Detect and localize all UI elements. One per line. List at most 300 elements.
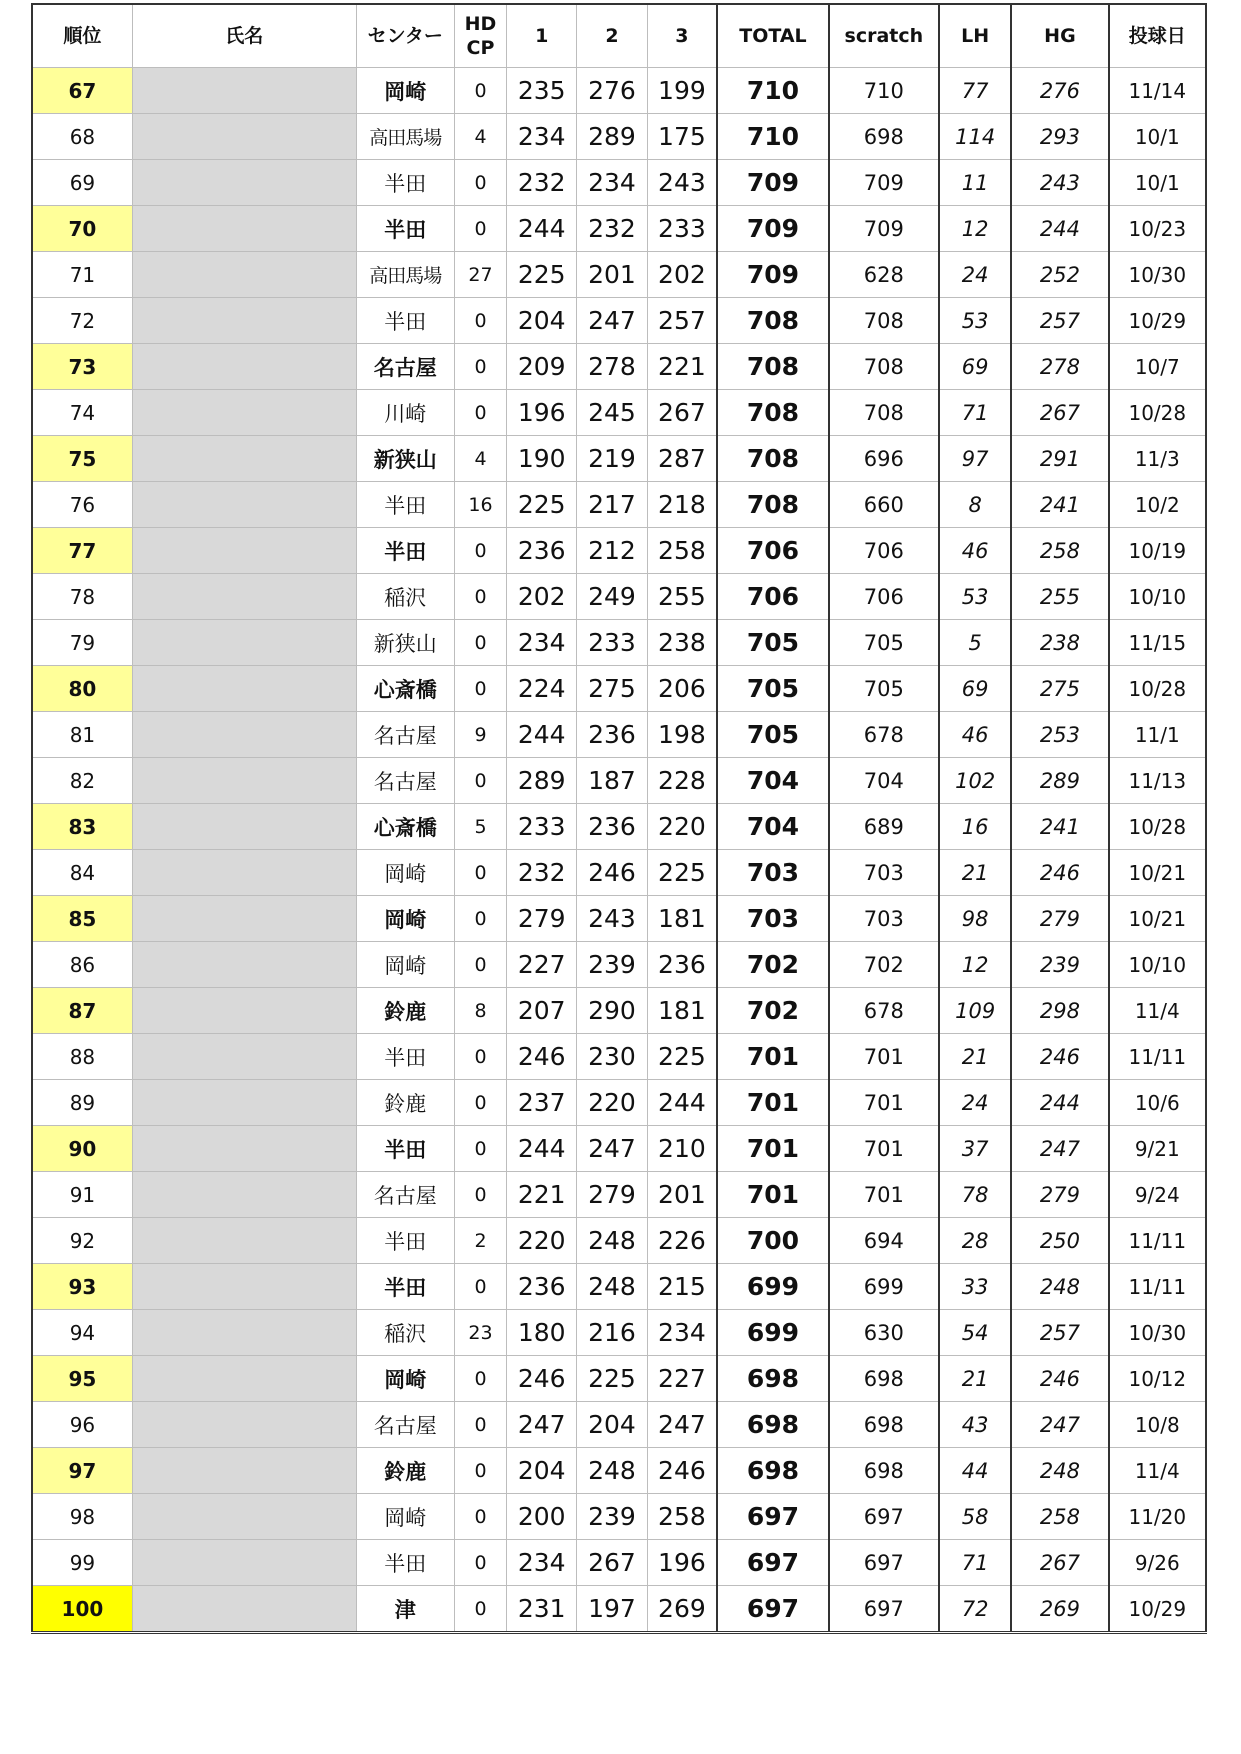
- game-1-cell: 235: [507, 68, 577, 114]
- hdcp-cell: 0: [454, 1080, 506, 1126]
- game-2-cell: 236: [577, 712, 647, 758]
- game-3-cell: 247: [647, 1402, 717, 1448]
- total-cell: 698: [717, 1356, 828, 1402]
- date-cell: 10/2: [1109, 482, 1206, 528]
- hg-cell: 267: [1011, 1540, 1108, 1586]
- table-row: [32, 850, 1206, 896]
- table-row: [32, 298, 1206, 344]
- scratch-cell: 698: [829, 1356, 939, 1402]
- header-game-3: 3: [647, 4, 717, 68]
- hg-cell: 246: [1011, 850, 1108, 896]
- hdcp-cell: 0: [454, 68, 506, 114]
- game-1-cell: 234: [507, 1540, 577, 1586]
- rank-cell: 82: [32, 758, 132, 804]
- lh-cell: 21: [939, 850, 1011, 896]
- total-cell: 708: [717, 390, 828, 436]
- game-2-cell: 246: [577, 850, 647, 896]
- game-3-cell: 287: [647, 436, 717, 482]
- name-cell: [132, 252, 356, 298]
- name-cell: [132, 114, 356, 160]
- total-cell: 704: [717, 758, 828, 804]
- lh-cell: 16: [939, 804, 1011, 850]
- lh-cell: 97: [939, 436, 1011, 482]
- name-cell: [132, 712, 356, 758]
- scratch-cell: 704: [829, 758, 939, 804]
- center-cell: 名古屋: [356, 712, 454, 758]
- game-2-cell: 233: [577, 620, 647, 666]
- name-cell: [132, 666, 356, 712]
- lh-cell: 71: [939, 1540, 1011, 1586]
- center-cell: 半田: [356, 298, 454, 344]
- rank-cell: 88: [32, 1034, 132, 1080]
- table-row: [32, 1218, 1206, 1264]
- name-cell: [132, 620, 356, 666]
- scratch-cell: 701: [829, 1080, 939, 1126]
- name-cell: [132, 804, 356, 850]
- scratch-cell: 630: [829, 1310, 939, 1356]
- header-hdcp-line1: HD: [464, 13, 497, 35]
- date-cell: 10/28: [1109, 390, 1206, 436]
- game-3-cell: 220: [647, 804, 717, 850]
- center-cell: 半田: [356, 1218, 454, 1264]
- total-cell: 699: [717, 1310, 828, 1356]
- game-3-cell: 258: [647, 528, 717, 574]
- game-3-cell: 228: [647, 758, 717, 804]
- hg-cell: 250: [1011, 1218, 1108, 1264]
- hdcp-cell: 0: [454, 160, 506, 206]
- rank-cell: 70: [32, 206, 132, 252]
- scratch-cell: 706: [829, 574, 939, 620]
- total-cell: 701: [717, 1126, 828, 1172]
- game-2-cell: 243: [577, 896, 647, 942]
- game-3-cell: 236: [647, 942, 717, 988]
- scratch-cell: 706: [829, 528, 939, 574]
- scratch-cell: 698: [829, 1402, 939, 1448]
- hdcp-cell: 0: [454, 1034, 506, 1080]
- center-cell: 川崎: [356, 390, 454, 436]
- center-cell: 心斎橋: [356, 666, 454, 712]
- rank-cell: 96: [32, 1402, 132, 1448]
- rank-cell: 75: [32, 436, 132, 482]
- game-1-cell: 233: [507, 804, 577, 850]
- game-2-cell: 232: [577, 206, 647, 252]
- header-row: [32, 4, 1206, 68]
- hdcp-cell: 0: [454, 298, 506, 344]
- name-cell: [132, 758, 356, 804]
- game-1-cell: 180: [507, 1310, 577, 1356]
- name-cell: [132, 390, 356, 436]
- date-cell: 10/12: [1109, 1356, 1206, 1402]
- table-row: [32, 1310, 1206, 1356]
- hg-cell: 298: [1011, 988, 1108, 1034]
- total-cell: 699: [717, 1264, 828, 1310]
- game-2-cell: 247: [577, 1126, 647, 1172]
- total-cell: 698: [717, 1402, 828, 1448]
- table-row: [32, 206, 1206, 252]
- lh-cell: 69: [939, 666, 1011, 712]
- name-cell: [132, 344, 356, 390]
- date-cell: 10/29: [1109, 298, 1206, 344]
- scratch-cell: 701: [829, 1126, 939, 1172]
- center-cell: 名古屋: [356, 1172, 454, 1218]
- game-3-cell: 199: [647, 68, 717, 114]
- center-cell: 半田: [356, 206, 454, 252]
- center-cell: 半田: [356, 482, 454, 528]
- ranking-rows: [32, 68, 1206, 1633]
- rank-cell: 89: [32, 1080, 132, 1126]
- header-date: 投球日: [1109, 4, 1206, 68]
- name-cell: [132, 1540, 356, 1586]
- total-cell: 698: [717, 1448, 828, 1494]
- date-cell: 10/6: [1109, 1080, 1206, 1126]
- name-cell: [132, 482, 356, 528]
- hdcp-cell: 2: [454, 1218, 506, 1264]
- lh-cell: 44: [939, 1448, 1011, 1494]
- total-cell: 703: [717, 896, 828, 942]
- game-1-cell: 204: [507, 298, 577, 344]
- rank-cell: 92: [32, 1218, 132, 1264]
- rank-cell: 94: [32, 1310, 132, 1356]
- lh-cell: 37: [939, 1126, 1011, 1172]
- rank-cell: 86: [32, 942, 132, 988]
- hdcp-cell: 0: [454, 942, 506, 988]
- game-2-cell: 248: [577, 1264, 647, 1310]
- hg-cell: 278: [1011, 344, 1108, 390]
- game-2-cell: 239: [577, 1494, 647, 1540]
- hdcp-cell: 8: [454, 988, 506, 1034]
- hg-cell: 239: [1011, 942, 1108, 988]
- center-cell: 岡崎: [356, 850, 454, 896]
- hdcp-cell: 0: [454, 896, 506, 942]
- table-row: [32, 1172, 1206, 1218]
- rank-cell: 74: [32, 390, 132, 436]
- scratch-cell: 703: [829, 850, 939, 896]
- total-cell: 708: [717, 298, 828, 344]
- hg-cell: 244: [1011, 1080, 1108, 1126]
- game-2-cell: 247: [577, 298, 647, 344]
- name-cell: [132, 206, 356, 252]
- game-3-cell: 269: [647, 1586, 717, 1633]
- game-1-cell: 237: [507, 1080, 577, 1126]
- table-row: [32, 942, 1206, 988]
- hg-cell: 255: [1011, 574, 1108, 620]
- game-1-cell: 244: [507, 1126, 577, 1172]
- center-cell: 鈴鹿: [356, 1080, 454, 1126]
- center-cell: 津: [356, 1586, 454, 1633]
- date-cell: 11/11: [1109, 1264, 1206, 1310]
- total-cell: 710: [717, 68, 828, 114]
- scratch-cell: 694: [829, 1218, 939, 1264]
- hg-cell: 289: [1011, 758, 1108, 804]
- hdcp-cell: 0: [454, 344, 506, 390]
- game-3-cell: 218: [647, 482, 717, 528]
- name-cell: [132, 1448, 356, 1494]
- scratch-cell: 698: [829, 114, 939, 160]
- game-3-cell: 243: [647, 160, 717, 206]
- game-3-cell: 233: [647, 206, 717, 252]
- total-cell: 706: [717, 528, 828, 574]
- total-cell: 706: [717, 574, 828, 620]
- game-2-cell: 278: [577, 344, 647, 390]
- game-2-cell: 248: [577, 1218, 647, 1264]
- header-lh: LH: [939, 4, 1011, 68]
- table-row: [32, 1402, 1206, 1448]
- game-1-cell: 207: [507, 988, 577, 1034]
- table-row: [32, 114, 1206, 160]
- hg-cell: 293: [1011, 114, 1108, 160]
- date-cell: 11/20: [1109, 1494, 1206, 1540]
- game-3-cell: 175: [647, 114, 717, 160]
- table-row: [32, 528, 1206, 574]
- total-cell: 705: [717, 620, 828, 666]
- lh-cell: 114: [939, 114, 1011, 160]
- hdcp-cell: 0: [454, 1402, 506, 1448]
- total-cell: 701: [717, 1080, 828, 1126]
- hdcp-cell: 0: [454, 1448, 506, 1494]
- hdcp-cell: 0: [454, 758, 506, 804]
- hg-cell: 279: [1011, 896, 1108, 942]
- game-1-cell: 289: [507, 758, 577, 804]
- game-1-cell: 220: [507, 1218, 577, 1264]
- lh-cell: 69: [939, 344, 1011, 390]
- game-2-cell: 234: [577, 160, 647, 206]
- hdcp-cell: 0: [454, 390, 506, 436]
- total-cell: 697: [717, 1494, 828, 1540]
- date-cell: 11/4: [1109, 988, 1206, 1034]
- name-cell: [132, 850, 356, 896]
- game-3-cell: 226: [647, 1218, 717, 1264]
- center-cell: 稲沢: [356, 574, 454, 620]
- rank-cell: 79: [32, 620, 132, 666]
- scratch-cell: 699: [829, 1264, 939, 1310]
- rank-cell: 69: [32, 160, 132, 206]
- game-1-cell: 225: [507, 482, 577, 528]
- hg-cell: 275: [1011, 666, 1108, 712]
- game-3-cell: 181: [647, 896, 717, 942]
- hg-cell: 253: [1011, 712, 1108, 758]
- scratch-cell: 628: [829, 252, 939, 298]
- hdcp-cell: 0: [454, 850, 506, 896]
- lh-cell: 11: [939, 160, 1011, 206]
- hdcp-cell: 16: [454, 482, 506, 528]
- center-cell: 岡崎: [356, 942, 454, 988]
- hg-cell: 241: [1011, 804, 1108, 850]
- total-cell: 709: [717, 252, 828, 298]
- game-2-cell: 216: [577, 1310, 647, 1356]
- rank-cell: 95: [32, 1356, 132, 1402]
- game-2-cell: 217: [577, 482, 647, 528]
- lh-cell: 43: [939, 1402, 1011, 1448]
- name-cell: [132, 1586, 356, 1633]
- header-game-2: 2: [577, 4, 647, 68]
- hg-cell: 279: [1011, 1172, 1108, 1218]
- date-cell: 10/10: [1109, 942, 1206, 988]
- lh-cell: 102: [939, 758, 1011, 804]
- rank-cell: 83: [32, 804, 132, 850]
- scratch-cell: 678: [829, 988, 939, 1034]
- lh-cell: 78: [939, 1172, 1011, 1218]
- name-cell: [132, 988, 356, 1034]
- table-row: [32, 1448, 1206, 1494]
- center-cell: 岡崎: [356, 68, 454, 114]
- center-cell: 半田: [356, 1264, 454, 1310]
- lh-cell: 33: [939, 1264, 1011, 1310]
- name-cell: [132, 160, 356, 206]
- table-row: [32, 1264, 1206, 1310]
- lh-cell: 72: [939, 1586, 1011, 1633]
- header-center: センター: [356, 4, 454, 68]
- game-2-cell: 239: [577, 942, 647, 988]
- total-cell: 709: [717, 206, 828, 252]
- date-cell: 9/26: [1109, 1540, 1206, 1586]
- table-row: [32, 344, 1206, 390]
- header-total: TOTAL: [717, 4, 828, 68]
- rank-cell: 87: [32, 988, 132, 1034]
- game-3-cell: 201: [647, 1172, 717, 1218]
- game-1-cell: 204: [507, 1448, 577, 1494]
- table-row: [32, 758, 1206, 804]
- lh-cell: 8: [939, 482, 1011, 528]
- rank-cell: 93: [32, 1264, 132, 1310]
- date-cell: 10/29: [1109, 1586, 1206, 1633]
- game-3-cell: 258: [647, 1494, 717, 1540]
- date-cell: 9/21: [1109, 1126, 1206, 1172]
- rank-cell: 91: [32, 1172, 132, 1218]
- lh-cell: 46: [939, 528, 1011, 574]
- total-cell: 704: [717, 804, 828, 850]
- hg-cell: 291: [1011, 436, 1108, 482]
- game-2-cell: 290: [577, 988, 647, 1034]
- center-cell: 心斎橋: [356, 804, 454, 850]
- total-cell: 697: [717, 1540, 828, 1586]
- game-1-cell: 227: [507, 942, 577, 988]
- rank-cell: 90: [32, 1126, 132, 1172]
- hdcp-cell: 4: [454, 114, 506, 160]
- date-cell: 10/28: [1109, 666, 1206, 712]
- hg-cell: 238: [1011, 620, 1108, 666]
- game-3-cell: 267: [647, 390, 717, 436]
- name-cell: [132, 942, 356, 988]
- game-1-cell: 247: [507, 1402, 577, 1448]
- lh-cell: 28: [939, 1218, 1011, 1264]
- lh-cell: 5: [939, 620, 1011, 666]
- name-cell: [132, 1080, 356, 1126]
- date-cell: 11/11: [1109, 1034, 1206, 1080]
- hdcp-cell: 0: [454, 1540, 506, 1586]
- total-cell: 710: [717, 114, 828, 160]
- hg-cell: 258: [1011, 528, 1108, 574]
- table-row: [32, 436, 1206, 482]
- total-cell: 709: [717, 160, 828, 206]
- total-cell: 708: [717, 482, 828, 528]
- date-cell: 11/3: [1109, 436, 1206, 482]
- scratch-cell: 697: [829, 1586, 939, 1633]
- hg-cell: 252: [1011, 252, 1108, 298]
- date-cell: 11/1: [1109, 712, 1206, 758]
- lh-cell: 71: [939, 390, 1011, 436]
- name-cell: [132, 1356, 356, 1402]
- game-1-cell: 196: [507, 390, 577, 436]
- table-row: [32, 1034, 1206, 1080]
- hdcp-cell: 27: [454, 252, 506, 298]
- date-cell: 10/23: [1109, 206, 1206, 252]
- game-1-cell: 244: [507, 206, 577, 252]
- lh-cell: 109: [939, 988, 1011, 1034]
- name-cell: [132, 1172, 356, 1218]
- date-cell: 11/11: [1109, 1218, 1206, 1264]
- game-3-cell: 202: [647, 252, 717, 298]
- scratch-cell: 710: [829, 68, 939, 114]
- game-2-cell: 197: [577, 1586, 647, 1633]
- header-hdcp: [454, 4, 506, 68]
- game-3-cell: 215: [647, 1264, 717, 1310]
- hg-cell: 257: [1011, 1310, 1108, 1356]
- hdcp-cell: 0: [454, 1356, 506, 1402]
- total-cell: 708: [717, 344, 828, 390]
- game-1-cell: 200: [507, 1494, 577, 1540]
- game-1-cell: 234: [507, 620, 577, 666]
- hg-cell: 247: [1011, 1402, 1108, 1448]
- lh-cell: 24: [939, 1080, 1011, 1126]
- game-1-cell: 279: [507, 896, 577, 942]
- total-cell: 708: [717, 436, 828, 482]
- game-2-cell: 230: [577, 1034, 647, 1080]
- name-cell: [132, 298, 356, 344]
- date-cell: 9/24: [1109, 1172, 1206, 1218]
- table-row: [32, 160, 1206, 206]
- rank-cell: 78: [32, 574, 132, 620]
- hg-cell: 241: [1011, 482, 1108, 528]
- name-cell: [132, 1264, 356, 1310]
- hg-cell: 257: [1011, 298, 1108, 344]
- center-cell: 高田馬場: [356, 114, 454, 160]
- rank-cell: 67: [32, 68, 132, 114]
- game-1-cell: 232: [507, 160, 577, 206]
- hdcp-cell: 4: [454, 436, 506, 482]
- lh-cell: 12: [939, 206, 1011, 252]
- total-cell: 705: [717, 666, 828, 712]
- scratch-cell: 696: [829, 436, 939, 482]
- game-3-cell: 234: [647, 1310, 717, 1356]
- table-row: [32, 1080, 1206, 1126]
- center-cell: 名古屋: [356, 758, 454, 804]
- lh-cell: 21: [939, 1034, 1011, 1080]
- date-cell: 10/30: [1109, 1310, 1206, 1356]
- game-1-cell: 232: [507, 850, 577, 896]
- game-3-cell: 255: [647, 574, 717, 620]
- scratch-cell: 709: [829, 206, 939, 252]
- game-3-cell: 246: [647, 1448, 717, 1494]
- game-2-cell: 275: [577, 666, 647, 712]
- hdcp-cell: 9: [454, 712, 506, 758]
- rank-cell: 97: [32, 1448, 132, 1494]
- ranking-table: [31, 3, 1207, 1634]
- header-scratch: scratch: [829, 4, 939, 68]
- rank-cell: 77: [32, 528, 132, 574]
- game-1-cell: 224: [507, 666, 577, 712]
- game-1-cell: 246: [507, 1356, 577, 1402]
- hdcp-cell: 5: [454, 804, 506, 850]
- scratch-cell: 701: [829, 1172, 939, 1218]
- center-cell: 半田: [356, 1126, 454, 1172]
- name-cell: [132, 896, 356, 942]
- rank-cell: 85: [32, 896, 132, 942]
- center-cell: 半田: [356, 1034, 454, 1080]
- date-cell: 11/15: [1109, 620, 1206, 666]
- game-2-cell: 289: [577, 114, 647, 160]
- table-row: [32, 68, 1206, 114]
- rank-cell: 68: [32, 114, 132, 160]
